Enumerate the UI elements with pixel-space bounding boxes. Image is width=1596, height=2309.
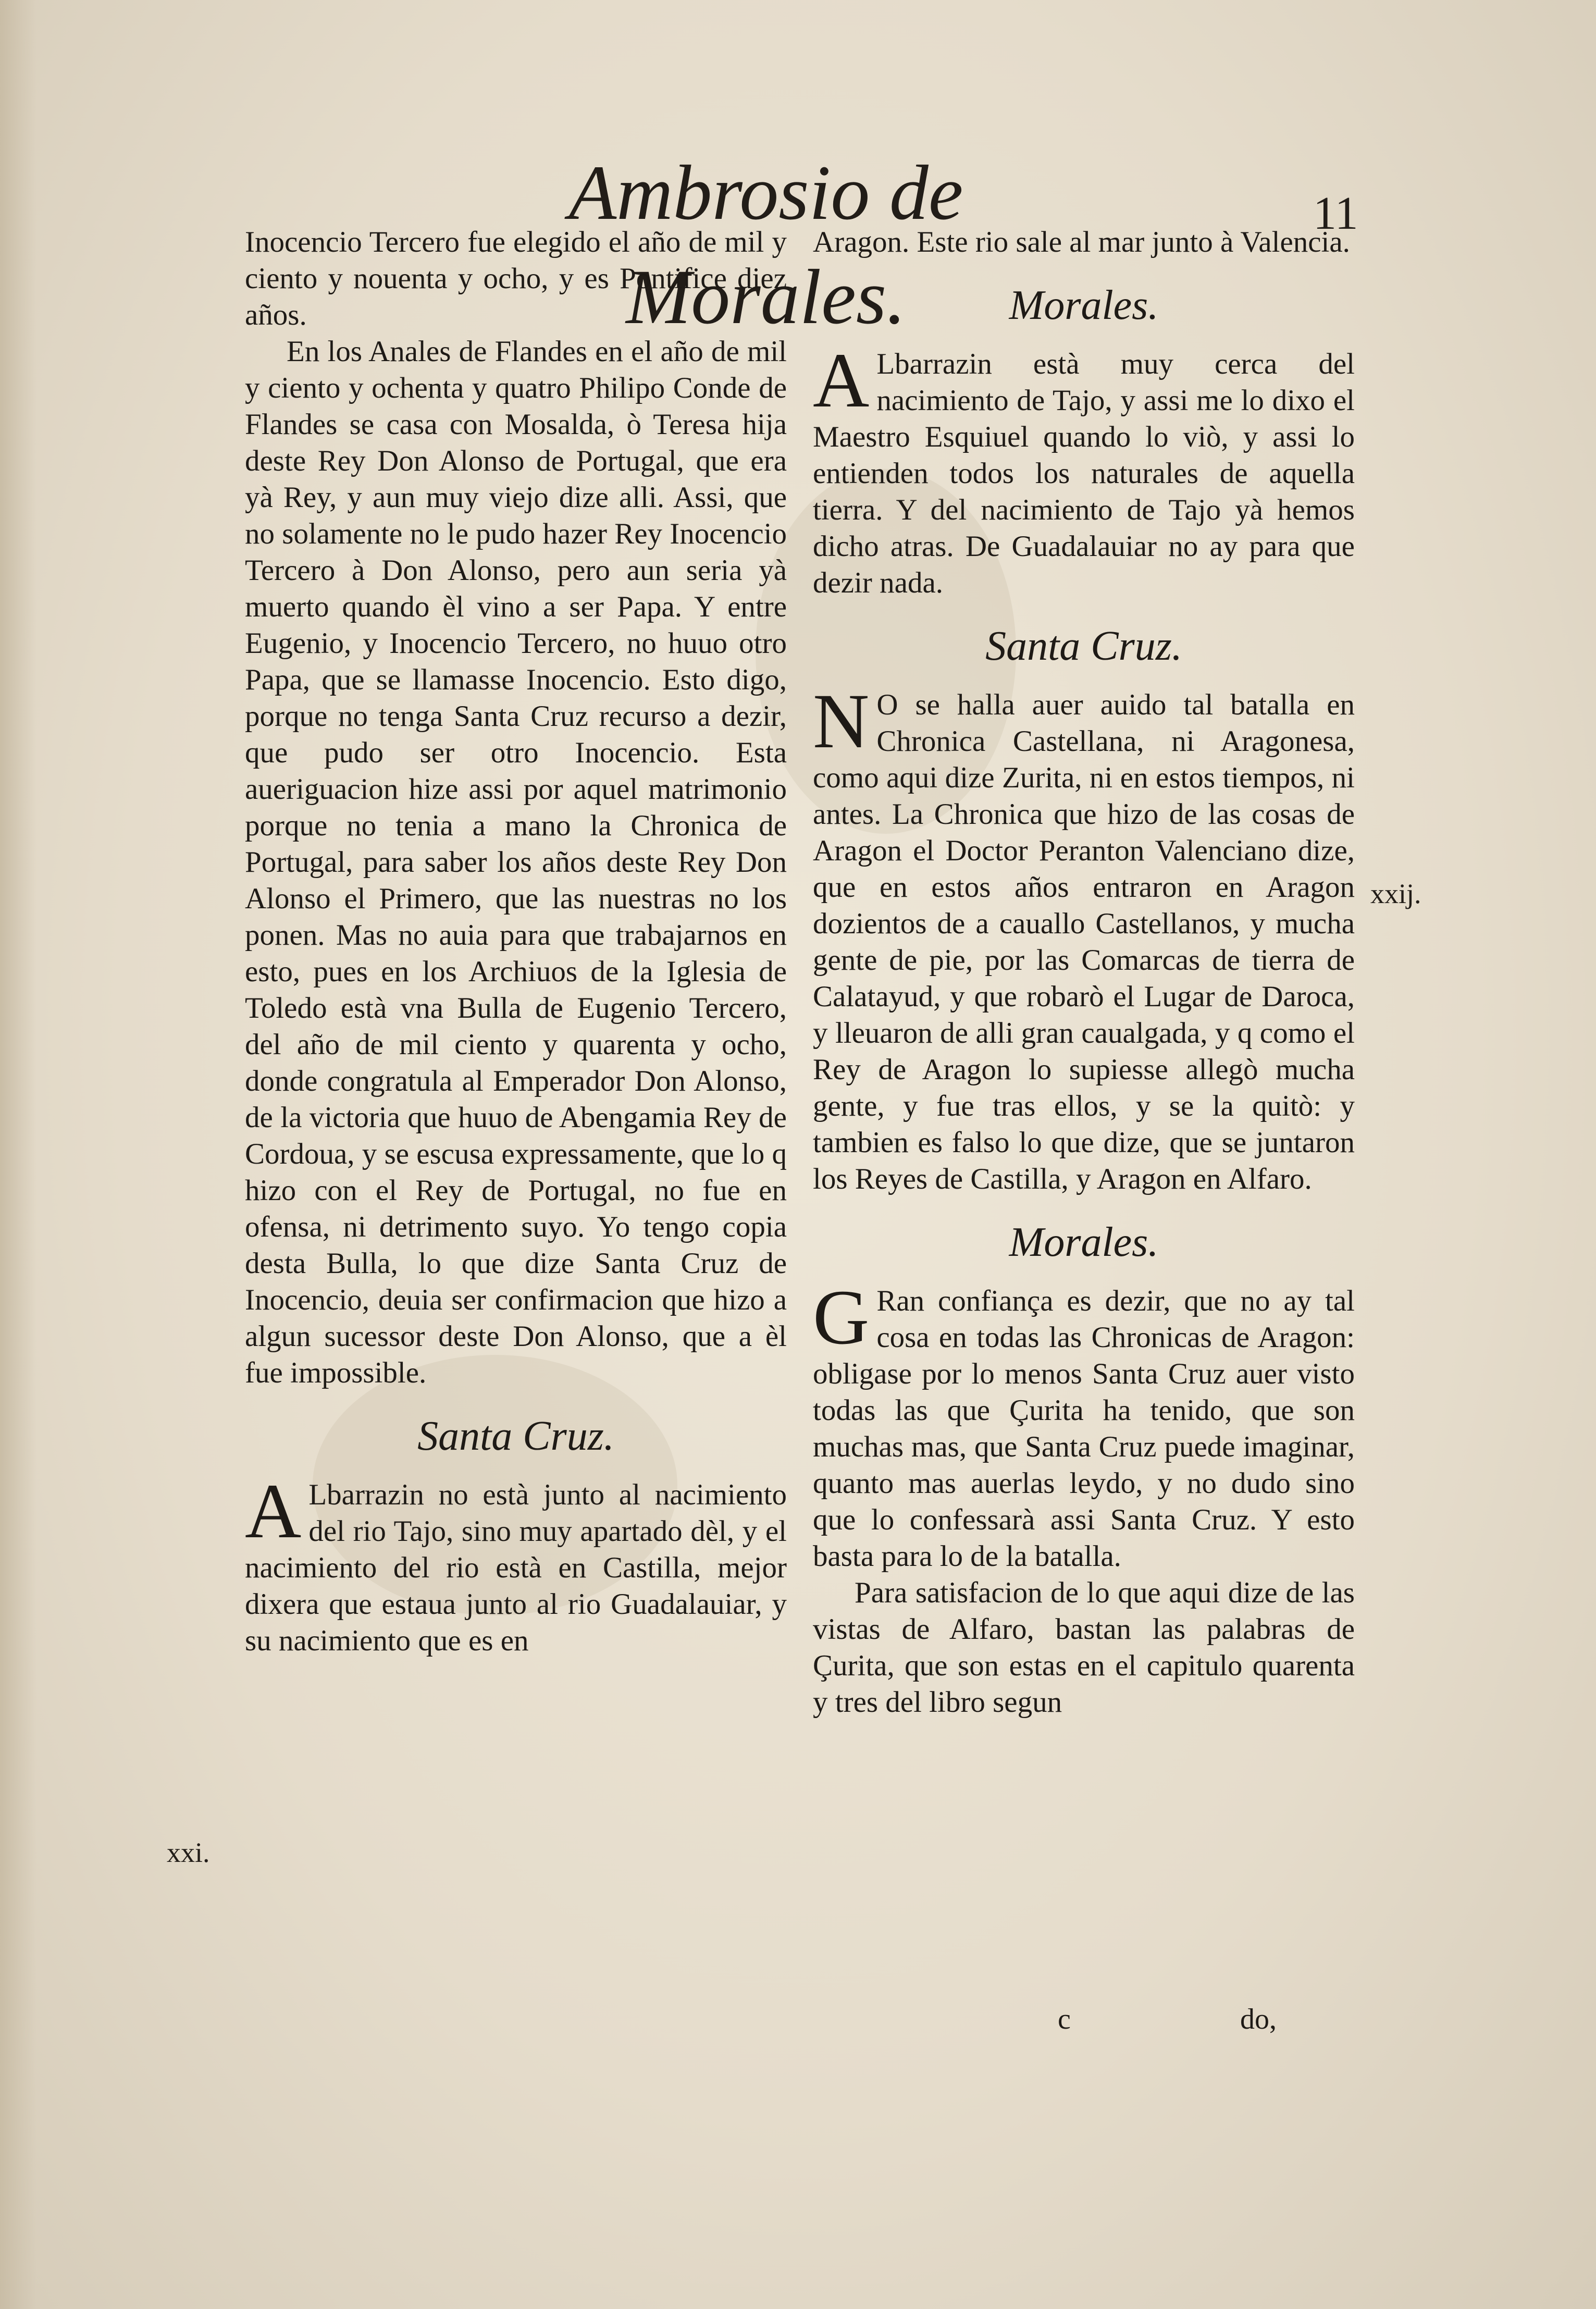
- section-text: [245, 1468, 787, 1659]
- section-body: Ran confiança es dezir, que no ay tal cosa en todas las Chronicas de Aragon: obligase por lo menos Santa Cruz auer visto todas las que Çurita ha tenido, que son muchas mas, que Santa Cruz puede imaginar, quanto mas auerlas leydo, y no dudo sino que lo confessarà assi Santa Cruz. Y esto basta para lo de la batalla.: [813, 1285, 1355, 1573]
- signature-mark: c: [1058, 2003, 1071, 2035]
- drop-cap: G: [813, 1274, 870, 1361]
- section-heading: Santa Cruz.: [417, 1413, 614, 1459]
- section-body: O se halla auer auido tal batalla en Chronica Castellana, ni Aragonesa, como aqui dize Zurita, ni en estos tiempos, ni antes. La Chronica que hizo de las cosas de Aragon el Doctor Peranton Valenciano dize, que en estos años entraron en Aragon dozientos de a cauallo Castellanos, y mucha gente de pie, por las Comarcas de tierra de Calatayud, y que robarò el Lugar de Daroca, y lleuaron de alli gran caualgada, y q como el Rey de Aragon lo supiesse allegò mucha gente, y fue tras ellos, y se la quitò: y tambien es falso lo que dize, que se juntaron los Reyes de Castilla, y Aragon en Alfaro.: [813, 688, 1355, 1195]
- margin-note-left: xxi.: [167, 1837, 210, 1868]
- page-number: 11: [1313, 188, 1358, 239]
- left-column: [245, 224, 787, 1659]
- section-heading: Santa Cruz.: [985, 623, 1182, 669]
- drop-cap: A: [813, 337, 870, 424]
- section-heading: Morales.: [1009, 282, 1159, 328]
- drop-cap: N: [813, 678, 870, 764]
- margin-note-right: xxij.: [1370, 878, 1421, 909]
- running-head: Ambrosio de Morales.: [568, 150, 963, 340]
- section-body: Lbarrazin no està junto al nacimiento del rio Tajo, sino muy apartado dèl, y el nacimiento del rio està en Castilla, mejor dixera que estaua junto al rio Guadalauiar, y su nacimiento que es en: [245, 1478, 787, 1657]
- paragraph: Para satisfacion de lo que aqui dize de las vistas de Alfaro, bastan las palabras de Çurita, que son estas en el capitulo quarenta y tres del libro segun: [813, 1576, 1355, 1719]
- section-text: [813, 1274, 1355, 1575]
- right-column: [813, 224, 1355, 1721]
- drop-cap: A: [245, 1468, 302, 1554]
- section-body: Lbarrazin està muy cerca del nacimiento de Tajo, y assi me lo dixo el Maestro Esquiuel quando lo viò, y assi lo entienden todos los naturales de aquella tierra. Y del nacimiento de Tajo yà hemos dicho atras. De Guadalauiar no ay para que dezir nada.: [813, 348, 1355, 599]
- section-text: [813, 678, 1355, 1197]
- catchword: do,: [1240, 2003, 1277, 2035]
- paragraph: En los Anales de Flandes en el año de mil y ciento y ochenta y quatro Philipo Conde de Flandes se casa con Mosalda, ò Teresa hija deste Rey Don Alonso de Portugal, que era yà Rey, y aun muy viejo dize alli. Assi, que no solamente no le pudo hazer Rey Inocencio Tercero à Don Alonso, pero aun seria yà muerto quando èl vino a ser Papa. Y entre Eugenio, y Inocencio Tercero, no huuo otro Papa, que se llamasse Inocencio. Esto digo, porque no tenga Santa Cruz recurso a dezir, que pudo ser otro Inocencio. Esta aueriguacion hize assi por aquel matrimonio porque no tenia a mano la Chronica de Portugal, para saber los años deste Rey Don Alonso el Primero, que las nuestras no los ponen. Mas no auia para que trabajarnos en esto, pues en los Archiuos de la Iglesia de Toledo està vna Bulla de Eugenio Tercero, del año de mil ciento y quarenta y ocho, donde congratula al Emperador Don Alonso, de la victoria que huuo de Abengamia Rey de Cordoua, y se escusa expressamente, que lo q hizo con el Rey de Portugal, no fue en ofensa, ni detrimento suyo. Yo tengo copia desta Bulla, lo que dize Santa Cruz de Inocencio, deuia ser confirmacion que hizo a algun sucessor deste Don Alonso, que a èl fue impossible.: [245, 335, 787, 1389]
- paragraph: Inocencio Tercero fue elegido el año de mil y ciento y nouenta y ocho, y es Pontifice diez años.: [245, 226, 787, 331]
- section-text: [813, 337, 1355, 601]
- section-heading: Morales.: [1009, 1219, 1159, 1265]
- paragraph: Aragon. Este rio sale al mar junto à Valencia.: [813, 226, 1350, 258]
